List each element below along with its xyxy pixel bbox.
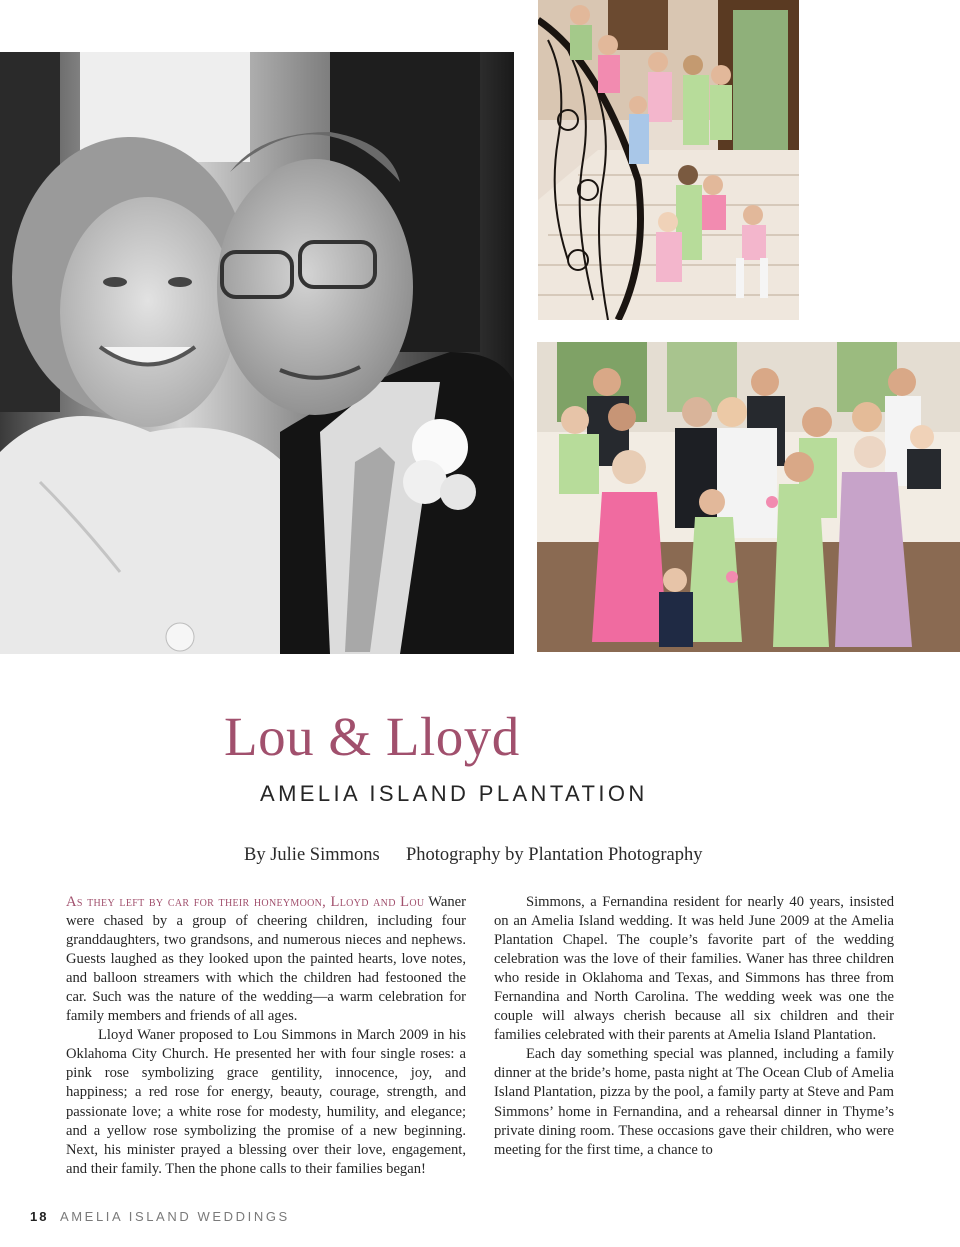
article-paragraph: Simmons, a Fernandina resident for nearly 40 years, insisted on an Amelia Island wedding. It was held June 2009 at the Amelia Plantation Chapel. The couple’s favorite part of the wedding celebration was the love of their families. Waner has three children who reside in Oklahoma and Texas, and Simmons has three from Fernandina and North Carolina. The wedding week was one the couple will always cherish because all six children and their families celebrated with their parents at Amelia Island Plantation. bbox=[494, 894, 894, 1044]
couple-portrait-photo bbox=[0, 52, 514, 654]
family-group-photo bbox=[537, 342, 960, 652]
publication-name: AMELIA ISLAND WEDDINGS bbox=[59, 1209, 290, 1224]
article-column-left bbox=[66, 893, 466, 1179]
children-staircase-photo bbox=[538, 0, 799, 320]
article-title: Lou & Lloyd bbox=[224, 706, 520, 767]
article-paragraph: Each day something special was planned, including a family dinner at the bride’s home, pasta night at The Ocean Club of Amelia Island Plantation, pizza by the pool, a family party at Steve and Pam Simmons’ home in Fernandina, and a rehearsal dinner in Thyme’s private dining room. These occasions gave their children, who were meeting for the first time, a chance to bbox=[494, 1046, 894, 1158]
byline-author: By Julie Simmons bbox=[244, 845, 380, 865]
article-paragraph: Lloyd Waner proposed to Lou Simmons in March 2009 in his Oklahoma City Church. He presented her with four single roses: a pink rose symbolizing grace gentility, innocence, joy, and happiness; a red rose for energy, beauty, courage, strength, and passionate love; a white rose for modesty, humility, and elegance; and a yellow rose symbolizing the promise of a new beginning. Next, his minister prayed a blessing over their love, engagement, and their family. Then the phone calls to their families began! bbox=[66, 1027, 466, 1177]
byline-photography: Photography by Plantation Photography bbox=[406, 845, 703, 865]
lead-in-text: As they left by car for their honeymoon, Lloyd and Lou bbox=[66, 894, 425, 910]
article-paragraph bbox=[66, 893, 466, 1026]
page-number: 18 bbox=[30, 1209, 49, 1224]
article-location: AMELIA ISLAND PLANTATION bbox=[260, 781, 648, 806]
paragraph-text: Waner were chased by a group of cheering children, including four granddaughters, two grandsons, and numerous nieces and nephews. Guests laughed as they looked upon the painted hearts, love notes, and balloon streamers with which the children had festooned the car. Such was the nature of the wedding—a warm celebration for family members and friends of all ages. bbox=[66, 894, 466, 1025]
page-footer bbox=[30, 1209, 290, 1224]
article-column-right bbox=[494, 893, 894, 1160]
